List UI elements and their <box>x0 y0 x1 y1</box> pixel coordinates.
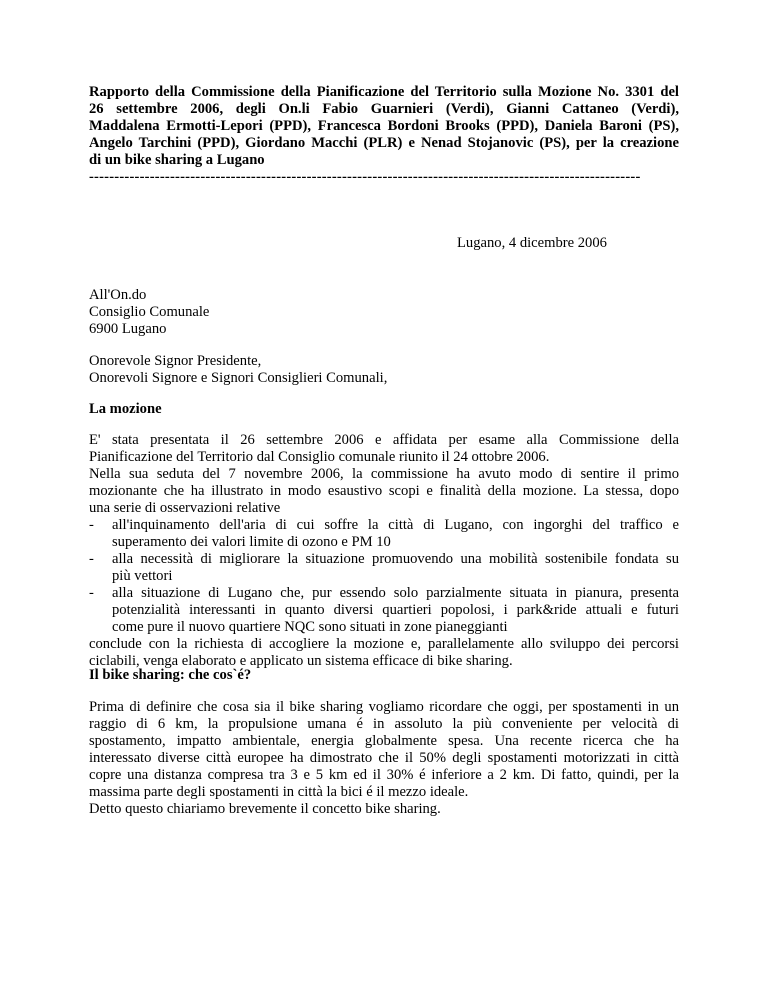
title-line: di un bike sharing a Lugano <box>89 152 265 168</box>
paragraph-line: Detto questo chiariamo brevemente il concetto bike sharing. <box>89 801 441 817</box>
section-heading-mozione: La mozione <box>89 401 162 417</box>
title-line: Angelo Tarchini (PPD), Giordano Macchi (PLR) e Nenad Stojanovic (PS), per la creazione <box>89 135 679 151</box>
title-line: Maddalena Ermotti-Lepori (PPD), Francesca Bordoni Brooks (PPD), Daniela Baroni (PS), <box>89 118 679 134</box>
paragraph-line: copre una distanza compresa tra 3 e 5 km ed il 30% é inferiore a 2 km. Di fatto, quindi, per la <box>89 767 679 783</box>
paragraph-line: raggio di 6 km, la propulsione umana é in assoluto la più conveniente per velocità di <box>89 716 679 732</box>
paragraph-line: ciclabili, venga elaborato e applicato un sistema efficace di bike sharing. <box>89 653 513 669</box>
section-bike-sharing-body <box>89 699 679 818</box>
bullet-dash: - <box>89 551 94 567</box>
title-separator: ------------------------------------------------------------------------------------------------------------- <box>89 169 641 185</box>
recipient-address <box>89 287 209 338</box>
address-line: Consiglio Comunale <box>89 304 210 320</box>
paragraph-line: una serie di osservazioni relative <box>89 500 281 516</box>
salutation-line: Onorevole Signor Presidente, <box>89 353 262 369</box>
paragraph-line: Nella sua seduta del 7 novembre 2006, la commissione ha avuto modo di sentire il primo <box>89 466 679 482</box>
list-item <box>89 585 679 636</box>
paragraph-line: Prima di definire che cosa sia il bike sharing vogliamo ricordare che oggi, per spostamenti in un <box>89 699 679 715</box>
bullet-dash: - <box>89 517 94 533</box>
paragraph-line: interessato diverse città europee ha dimostrato che il 50% degli spostamenti motorizzati in città <box>89 750 679 766</box>
paragraph-line: massima parte degli spostamenti in città la bici é il mezzo ideale. <box>89 784 469 800</box>
section-mozione-body <box>89 432 679 670</box>
list-item-line: come pure il nuovo quartiere NQC sono situati in zone pianeggianti <box>112 619 508 635</box>
title-line: 26 settembre 2006, degli On.li Fabio Guarnieri (Verdi), Gianni Cattaneo (Verdi), <box>89 101 679 117</box>
list-item <box>89 517 679 551</box>
list-item-line: superamento dei valori limite di ozono e PM 10 <box>112 534 391 550</box>
paragraph-line: E' stata presentata il 26 settembre 2006 e affidata per esame alla Commissione della <box>89 432 679 448</box>
paragraph-line: Pianificazione del Territorio dal Consiglio comunale riunito il 24 ottobre 2006. <box>89 449 550 465</box>
document-title <box>89 84 679 186</box>
list-item-line: più vettori <box>112 568 173 584</box>
paragraph-line: spostamento, impatto ambientale, energia globalmente spesa. Una recente ricerca che ha <box>89 733 679 749</box>
salutation-line: Onorevoli Signore e Signori Consiglieri Comunali, <box>89 370 388 386</box>
list-item-line: potenzialità interessanti in quanto diversi quartieri popolosi, i park&ride attuali e futuri <box>112 602 679 618</box>
list-item-line: alla situazione di Lugano che, pur essendo solo parzialmente situata in pianura, presenta <box>112 585 679 601</box>
list-item-line: alla necessità di migliorare la situazione promuovendo una mobilità sostenibile fondata su <box>112 551 679 567</box>
list-item-line: all'inquinamento dell'aria di cui soffre la città di Lugano, con ingorghi del traffico e <box>112 517 679 533</box>
bullet-dash: - <box>89 585 94 601</box>
paragraph-line: conclude con la richiesta di accogliere la mozione e, parallelamente allo sviluppo dei percorsi <box>89 636 679 652</box>
title-line: Rapporto della Commissione della Pianificazione del Territorio sulla Mozione No. 3301 del <box>89 84 679 100</box>
list-item <box>89 551 679 585</box>
section-heading-bike-sharing: Il bike sharing: che cos`é? <box>89 667 252 683</box>
address-line: 6900 Lugano <box>89 321 167 337</box>
paragraph-line: mozionante che ha illustrato in modo esaustivo scopi e finalità della mozione. La stessa, dopo <box>89 483 679 499</box>
document-date: Lugano, 4 dicembre 2006 <box>457 235 607 251</box>
address-line: All'On.do <box>89 287 147 303</box>
salutation <box>89 353 387 387</box>
